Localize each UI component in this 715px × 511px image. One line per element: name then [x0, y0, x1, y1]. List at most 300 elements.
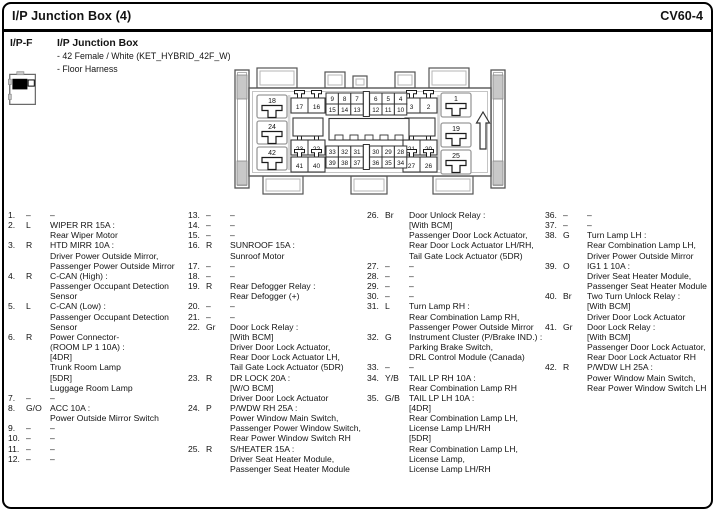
- connector-name: I/P Junction Box: [57, 38, 139, 49]
- pin-wire-code: G: [385, 331, 392, 342]
- pin-desc-line: (ROOM LP 1 10A) :: [50, 342, 125, 353]
- pin-entry: [8, 423, 188, 433]
- pin-number: 34.: [367, 372, 379, 383]
- pin-list-column-1: [8, 210, 188, 464]
- pin-entry: [545, 322, 715, 363]
- pin-number: 37.: [545, 220, 557, 231]
- pin-number: 16.: [188, 240, 200, 251]
- fuse-cell-number: 38: [341, 160, 349, 167]
- pin-number: 3.: [8, 240, 16, 251]
- pin-number: 39.: [545, 260, 557, 271]
- pin-entry: [188, 403, 368, 444]
- end-bracket-pad: [237, 75, 247, 99]
- pin-desc-line: Passenger Power Outside Mirror: [409, 321, 534, 332]
- pin-desc-line: Passenger Power Outside Mirror: [50, 260, 175, 271]
- pin-desc-line: Driver Seat Heater Module,: [230, 453, 335, 464]
- page-header: [2, 2, 713, 32]
- pin-desc-line: P/WDW RH 25A :: [230, 402, 298, 413]
- pin-desc-line: –: [409, 291, 414, 302]
- page-title: I/P Junction Box (4): [12, 8, 132, 23]
- pin-number: 24.: [188, 402, 200, 413]
- pin-desc-line: –: [50, 433, 55, 444]
- pin-desc-line: Passenger Occupant Detection: [50, 281, 169, 292]
- pin-desc-line: Passenger Power Window Switch,: [230, 423, 361, 434]
- pin-wire-code: –: [26, 423, 31, 434]
- pin-desc-line: Tail Gate Lock Actuator (5DR): [230, 362, 344, 373]
- pin-desc-line: Two Turn Unlock Relay :: [587, 291, 681, 302]
- pin-description: [50, 454, 188, 464]
- pin-desc-line: –: [587, 220, 592, 231]
- fuse-cell-number: 39: [328, 160, 336, 167]
- pin-description: [230, 210, 368, 220]
- pin-number: 25.: [188, 443, 200, 454]
- fuse-cell-number: 7: [355, 96, 359, 103]
- pin-description: [409, 210, 547, 261]
- pin-entry: [545, 261, 715, 291]
- pin-entry: [8, 240, 188, 270]
- connector-id: I/P-F: [10, 38, 33, 49]
- pin-wire-code: P: [206, 402, 212, 413]
- pin-number: 41.: [545, 321, 557, 332]
- pin-wire-code: Br: [385, 210, 394, 220]
- pin-wire-code: –: [563, 210, 568, 220]
- pin-entry: [367, 301, 547, 331]
- pin-wire-code: –: [26, 443, 31, 454]
- pin-entry: [367, 291, 547, 301]
- divider-bar: [363, 92, 369, 117]
- pin-desc-line: –: [230, 210, 235, 220]
- fuse-cell-number: 14: [341, 107, 349, 114]
- slot-number: 41: [295, 163, 304, 171]
- pin-description: [50, 332, 188, 393]
- pin-description: [230, 261, 368, 271]
- pin-description: [409, 332, 547, 362]
- pin-desc-line: –: [50, 423, 55, 434]
- pin-wire-code: Y/B: [385, 372, 399, 383]
- pin-desc-line: Sunroof Motor: [230, 250, 285, 261]
- pin-number: 1.: [8, 210, 16, 220]
- pin-wire-code: –: [206, 301, 211, 312]
- slot-number: 27: [407, 163, 416, 171]
- pin-wire-code: G/O: [26, 402, 42, 413]
- pin-desc-line: [W/O BCM]: [230, 382, 274, 393]
- pin-wire-code: –: [26, 210, 31, 220]
- pin-description: [50, 210, 188, 220]
- pin-description: [50, 240, 188, 270]
- fuse-cell-number: 13: [353, 107, 361, 114]
- pin-desc-line: Rear Combination Lamp LH,: [409, 443, 518, 454]
- pin-number: 38.: [545, 230, 557, 241]
- fuse-cell-number: 36: [372, 160, 380, 167]
- pin-number: 2.: [8, 220, 16, 231]
- pin-desc-line: TAIL LP RH 10A :: [409, 372, 476, 383]
- pin-entry: [8, 444, 188, 454]
- location-highlight-block: [12, 79, 27, 90]
- pin-number: 12.: [8, 453, 20, 464]
- pin-entry: [367, 261, 547, 271]
- pin-entry: [8, 271, 188, 301]
- pin-desc-line: Rear Combination Lamp RH: [409, 382, 517, 393]
- pin-desc-line: –: [230, 230, 235, 241]
- slot-number: 3: [409, 104, 414, 112]
- pin-desc-line: Driver Door Lock Actuator,: [230, 342, 331, 353]
- center-window-notch: [335, 135, 343, 140]
- pin-description: [587, 322, 715, 363]
- fuse-cell-number: 5: [386, 96, 390, 103]
- pin-desc-line: License Lamp LH/RH: [409, 463, 491, 474]
- fuse-cell-number: 15: [328, 107, 336, 114]
- pin-wire-code: R: [206, 372, 213, 383]
- pin-description: [50, 393, 188, 403]
- pin-entry: [188, 373, 368, 403]
- pin-desc-line: Power Connector-: [50, 331, 120, 342]
- pin-desc-line: Driver Door Lock Actuator: [587, 311, 686, 322]
- pin-desc-line: –: [50, 453, 55, 464]
- pin-description: [50, 271, 188, 301]
- center-window-notch: [395, 135, 403, 140]
- pin-wire-code: R: [206, 443, 213, 454]
- pin-number: 10.: [8, 433, 20, 444]
- slot-number: 2: [426, 104, 431, 112]
- pin-desc-line: Door Lock Relay :: [587, 321, 656, 332]
- pin-wire-code: –: [206, 311, 211, 322]
- pin-number: 8.: [8, 402, 16, 413]
- pin-wire-code: –: [26, 453, 31, 464]
- end-bracket-pad: [237, 161, 247, 185]
- pin-wire-code: R: [206, 281, 213, 292]
- pin-wire-code: –: [206, 270, 211, 281]
- pin-desc-line: TAIL LP LH 10A :: [409, 392, 475, 403]
- pin-description: [587, 291, 715, 321]
- pin-wire-code: R: [206, 240, 213, 251]
- pin-desc-line: Tail Gate Lock Actuator (5DR): [409, 250, 523, 261]
- pin-desc-line: Sensor: [50, 291, 78, 302]
- pin-number: 9.: [8, 423, 16, 434]
- fuse-cell-number: 9: [330, 96, 334, 103]
- pin-wire-code: –: [385, 281, 390, 292]
- fuse-cell-number: 11: [384, 107, 392, 114]
- fuse-cell-number: 12: [372, 107, 380, 114]
- pin-number: 21.: [188, 311, 200, 322]
- pin-desc-line: Passenger Door Lock Actuator,: [409, 230, 528, 241]
- pin-description: [230, 301, 368, 311]
- pin-description: [50, 433, 188, 443]
- pin-desc-line: [With BCM]: [409, 220, 453, 231]
- divider-strip: [288, 95, 291, 170]
- fuse-cell-number: 28: [397, 149, 405, 156]
- pin-entry: [188, 271, 368, 281]
- pin-desc-line: Passenger Occupant Detection: [50, 311, 169, 322]
- pin-description: [587, 210, 715, 220]
- pin-entry: [188, 312, 368, 322]
- pin-number: 27.: [367, 260, 379, 271]
- pin-description: [230, 322, 368, 373]
- pin-desc-line: Rear Wiper Motor: [50, 230, 118, 241]
- pin-entry: [367, 362, 547, 372]
- pin-wire-code: R: [26, 240, 33, 251]
- pin-entry: [367, 210, 547, 261]
- pin-desc-line: IG1 1 10A :: [587, 260, 630, 271]
- pin-desc-line: –: [50, 392, 55, 403]
- pin-number: 32.: [367, 331, 379, 342]
- pin-desc-line: Instrument Cluster (P/Brake IND.) :: [409, 331, 543, 342]
- pin-number: 30.: [367, 291, 379, 302]
- pin-entry: [367, 393, 547, 474]
- pin-wire-code: G: [563, 230, 570, 241]
- pin-wire-code: –: [206, 230, 211, 241]
- junction-box-location-icon: [8, 70, 38, 107]
- pin-number: 17.: [188, 260, 200, 271]
- pin-entry: [367, 281, 547, 291]
- pin-list-column-4: [545, 210, 715, 393]
- pin-entry: [8, 301, 188, 331]
- fuse-cell-number: 34: [397, 160, 405, 167]
- divider-strip: [437, 95, 440, 170]
- pin-description: [230, 220, 368, 230]
- fuse-cell-number: 8: [342, 96, 347, 103]
- pin-desc-line: Rear Combination Lamp LH,: [587, 240, 696, 251]
- pin-entry: [367, 373, 547, 393]
- pin-number: 15.: [188, 230, 200, 241]
- location-top-tab: [17, 72, 24, 75]
- pin-description: [409, 291, 547, 301]
- pin-desc-line: –: [50, 443, 55, 454]
- pin-number: 40.: [545, 291, 557, 302]
- fuse-cell-number: 31: [353, 149, 361, 156]
- pin-wire-code: –: [385, 270, 390, 281]
- pin-number: 19.: [188, 281, 200, 292]
- pin-entry: [8, 393, 188, 403]
- pin-description: [50, 423, 188, 433]
- pin-wire-code: Br: [563, 291, 572, 302]
- pin-desc-line: ACC 10A :: [50, 402, 91, 413]
- pin-wire-code: L: [385, 301, 390, 312]
- pin-desc-line: DR LOCK 20A :: [230, 372, 291, 383]
- slot-number: 40: [312, 163, 321, 171]
- pin-desc-line: –: [409, 281, 414, 292]
- pin-desc-line: Rear Power Window Switch LH: [587, 382, 707, 393]
- pin-number: 6.: [8, 331, 16, 342]
- pin-wire-code: R: [563, 362, 570, 373]
- pin-description: [230, 230, 368, 240]
- pin-description: [409, 373, 547, 393]
- fuse-cell-number: 10: [397, 107, 405, 114]
- pin-entry: [188, 301, 368, 311]
- pin-desc-line: Passenger Seat Heater Module: [230, 463, 350, 474]
- pin-desc-line: C-CAN (Low) :: [50, 301, 106, 312]
- page-code: CV60-4: [660, 8, 703, 23]
- pin-entry: [188, 322, 368, 373]
- pin-number: 33.: [367, 362, 379, 373]
- pin-number: 42.: [545, 362, 557, 373]
- pin-entry: [188, 220, 368, 230]
- pin-desc-line: S/HEATER 15A :: [230, 443, 295, 454]
- pin-number: 35.: [367, 392, 379, 403]
- pin-wire-code: –: [26, 392, 31, 403]
- pin-number: 22.: [188, 321, 200, 332]
- pin-wire-code: L: [26, 220, 31, 231]
- pin-desc-line: Passenger Seat Heater Module: [587, 281, 707, 292]
- pin-desc-line: Rear Door Lock Actuator RH: [587, 352, 696, 363]
- pin-entry: [545, 210, 715, 220]
- pin-desc-line: –: [230, 311, 235, 322]
- pin-description: [230, 271, 368, 281]
- pin-desc-line: License Lamp,: [409, 453, 465, 464]
- end-bracket-pad: [493, 161, 503, 185]
- pin-desc-line: Door Unlock Relay :: [409, 210, 486, 220]
- pin-desc-line: [5DR]: [50, 372, 72, 383]
- pin-desc-line: Rear Door Lock Actuator LH,: [230, 352, 340, 363]
- location-left-tab: [8, 79, 11, 84]
- pin-desc-line: Driver Power Outside Mirror,: [50, 250, 159, 261]
- pin-number: 29.: [367, 281, 379, 292]
- pin-desc-line: Parking Brake Switch,: [409, 342, 494, 353]
- slot-number: 42: [268, 150, 276, 157]
- slot-number: 25: [452, 153, 460, 160]
- pin-wire-code: –: [26, 433, 31, 444]
- pin-number: 4.: [8, 270, 16, 281]
- pin-desc-line: Trunk Room Lamp: [50, 362, 121, 373]
- location-left-tab: [8, 94, 11, 99]
- pin-wire-code: R: [26, 331, 33, 342]
- pin-desc-line: Rear Combination Lamp LH,: [409, 413, 518, 424]
- fuse-cell-number: 6: [374, 96, 378, 103]
- pin-number: 11.: [8, 443, 20, 454]
- pin-desc-line: Driver Power Outside Mirror: [587, 250, 694, 261]
- fuse-cell-number: 32: [341, 149, 349, 156]
- pin-entry: [188, 444, 368, 474]
- pin-desc-line: –: [409, 362, 414, 373]
- pin-wire-code: –: [385, 362, 390, 373]
- pin-number: 13.: [188, 210, 200, 220]
- connector-detail-harness: - Floor Harness: [57, 63, 118, 74]
- pin-description: [587, 261, 715, 291]
- slot-number: 17: [295, 104, 304, 112]
- connector-info: [10, 38, 231, 76]
- pin-description: [409, 301, 547, 331]
- pin-entry: [188, 210, 368, 220]
- pin-desc-line: –: [587, 210, 592, 220]
- pin-description: [50, 403, 188, 423]
- slot-number: 16: [312, 104, 321, 112]
- pin-desc-line: [4DR]: [50, 352, 72, 363]
- pin-desc-line: [With BCM]: [587, 301, 631, 312]
- fuse-cell-number: 37: [353, 160, 361, 167]
- pin-desc-line: –: [230, 301, 235, 312]
- pin-number: 31.: [367, 301, 379, 312]
- pin-desc-line: Driver Seat Heater Module,: [587, 270, 692, 281]
- pin-desc-line: [4DR]: [409, 402, 431, 413]
- pin-desc-line: DRL Control Module (Canada): [409, 352, 525, 363]
- pin-wire-code: L: [26, 301, 31, 312]
- pin-number: 36.: [545, 210, 557, 220]
- pin-desc-line: License Lamp LH/RH: [409, 423, 491, 434]
- pin-desc-line: Rear Power Window Switch RH: [230, 433, 351, 444]
- pin-wire-code: –: [385, 260, 390, 271]
- pin-description: [50, 301, 188, 331]
- pin-entry: [545, 362, 715, 392]
- pin-desc-line: Driver Door Lock Actuator: [230, 392, 329, 403]
- pin-desc-line: WIPER RR 15A :: [50, 220, 115, 231]
- pin-desc-line: Rear Defogger (+): [230, 291, 300, 302]
- pin-desc-line: C-CAN (High) :: [50, 270, 108, 281]
- pin-desc-line: HTD MIRR 10A :: [50, 240, 114, 251]
- pin-desc-line: Turn Lamp RH :: [409, 301, 470, 312]
- pin-number: 26.: [367, 210, 379, 220]
- pin-description: [230, 403, 368, 444]
- pin-entry: [8, 454, 188, 464]
- pin-description: [230, 281, 368, 301]
- pin-desc-line: Turn Lamp LH :: [587, 230, 647, 241]
- pin-description: [409, 261, 547, 271]
- pin-desc-line: Rear Defogger Relay :: [230, 281, 316, 292]
- slot-number: 19: [452, 126, 460, 133]
- fuse-cell-number: 29: [384, 149, 392, 156]
- center-window-notch: [350, 135, 358, 140]
- pin-description: [50, 220, 188, 240]
- relay-window: [293, 118, 323, 136]
- pin-wire-code: R: [26, 270, 33, 281]
- pin-list-column-3: [367, 210, 547, 474]
- pin-entry: [8, 220, 188, 240]
- pin-description: [587, 220, 715, 230]
- pin-desc-line: Passenger Door Lock Actuator,: [587, 342, 706, 353]
- pin-desc-line: Door Lock Relay :: [230, 321, 299, 332]
- pin-wire-code: –: [563, 220, 568, 231]
- location-latch-square: [28, 80, 34, 86]
- pin-wire-code: Gr: [563, 321, 573, 332]
- pin-number: 7.: [8, 392, 16, 403]
- pin-description: [409, 271, 547, 281]
- pin-entry: [188, 230, 368, 240]
- fuse-cell-number: 35: [384, 160, 392, 167]
- pin-entry: [188, 281, 368, 301]
- pin-entry: [545, 230, 715, 260]
- slot-number: 26: [424, 163, 433, 171]
- pin-description: [409, 281, 547, 291]
- pin-desc-line: –: [230, 270, 235, 281]
- pin-desc-line: [5DR]: [409, 433, 431, 444]
- pin-wire-code: –: [206, 220, 211, 231]
- pin-desc-line: Rear Combination Lamp RH,: [409, 311, 520, 322]
- pin-number: 14.: [188, 220, 200, 231]
- pin-description: [50, 444, 188, 454]
- divider-bar: [363, 145, 369, 170]
- pin-wire-code: –: [206, 260, 211, 271]
- pin-description: [230, 240, 368, 260]
- pin-entry: [8, 332, 188, 393]
- pin-description: [587, 362, 715, 392]
- pin-desc-line: –: [230, 220, 235, 231]
- pin-entry: [188, 240, 368, 260]
- pin-desc-line: [With BCM]: [230, 331, 274, 342]
- pin-wire-code: Gr: [206, 321, 216, 332]
- pin-desc-line: –: [409, 260, 414, 271]
- pin-number: 5.: [8, 301, 16, 312]
- pin-desc-line: Power Window Main Switch,: [587, 372, 696, 383]
- pin-desc-line: P/WDW LH 25A :: [587, 362, 653, 373]
- pin-entry: [8, 433, 188, 443]
- pin-entry: [545, 291, 715, 321]
- pin-desc-line: SUNROOF 15A :: [230, 240, 295, 251]
- fuse-cell-number: 30: [372, 149, 380, 156]
- pin-number: 18.: [188, 270, 200, 281]
- pin-number: 20.: [188, 301, 200, 312]
- pin-desc-line: [With BCM]: [587, 331, 631, 342]
- pin-desc-line: –: [409, 270, 414, 281]
- pin-wire-code: G/B: [385, 392, 400, 403]
- pin-list-column-2: [188, 210, 368, 474]
